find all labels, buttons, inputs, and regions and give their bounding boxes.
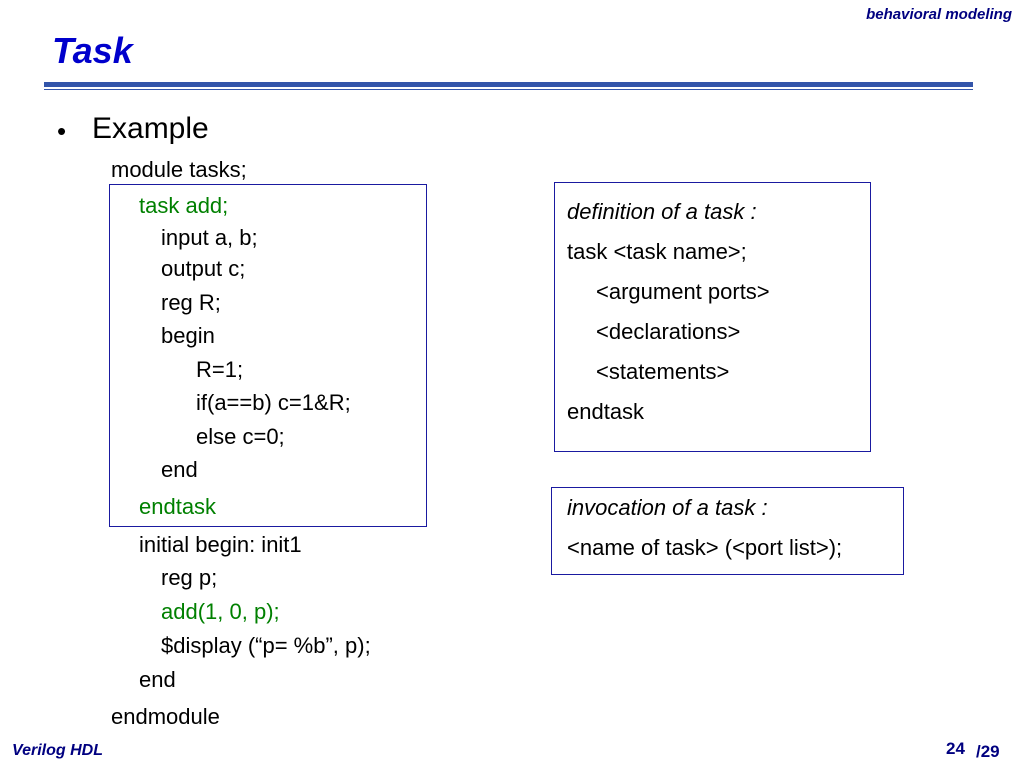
code-line: if(a==b) c=1&R; <box>196 390 351 415</box>
bullet-text: Example <box>92 112 209 145</box>
definition-line: <declarations> <box>596 319 741 344</box>
invocation-line: <name of task> (<port list>); <box>567 535 843 560</box>
task-code-box <box>109 184 427 527</box>
section-label: behavioral modeling <box>866 6 1012 23</box>
slide-title: Task <box>52 30 133 71</box>
code-line: initial begin: init1 <box>139 532 302 557</box>
code-line: add(1, 0, p); <box>161 599 280 624</box>
definition-line: task <task name>; <box>567 239 747 264</box>
title-rule-thick <box>44 82 973 87</box>
code-line: endmodule <box>111 704 220 729</box>
page-total: /29 <box>976 742 1000 761</box>
code-line: end <box>161 457 198 482</box>
code-line: output c; <box>161 256 246 281</box>
code-line: else c=0; <box>196 424 285 449</box>
code-line: reg R; <box>161 290 221 315</box>
definition-line: <statements> <box>596 359 730 384</box>
code-line: task add; <box>139 193 229 218</box>
code-line: begin <box>161 323 215 348</box>
footer-course-label: Verilog HDL <box>12 742 103 759</box>
title-rule-thin <box>44 89 973 90</box>
code-line: R=1; <box>196 357 244 382</box>
code-line: module tasks; <box>111 157 247 182</box>
invocation-heading: invocation of a task : <box>567 495 768 520</box>
definition-line: <argument ports> <box>596 279 770 304</box>
code-line: input a, b; <box>161 225 258 250</box>
page-number: 24 <box>946 739 965 758</box>
code-line: reg p; <box>161 565 218 590</box>
bullet-dot-icon: • <box>57 116 67 146</box>
definition-heading: definition of a task : <box>567 199 757 224</box>
code-line: endtask <box>139 494 217 519</box>
definition-line: endtask <box>567 399 645 424</box>
code-line: $display (“p= %b”, p); <box>161 633 371 658</box>
code-line: end <box>139 667 176 692</box>
